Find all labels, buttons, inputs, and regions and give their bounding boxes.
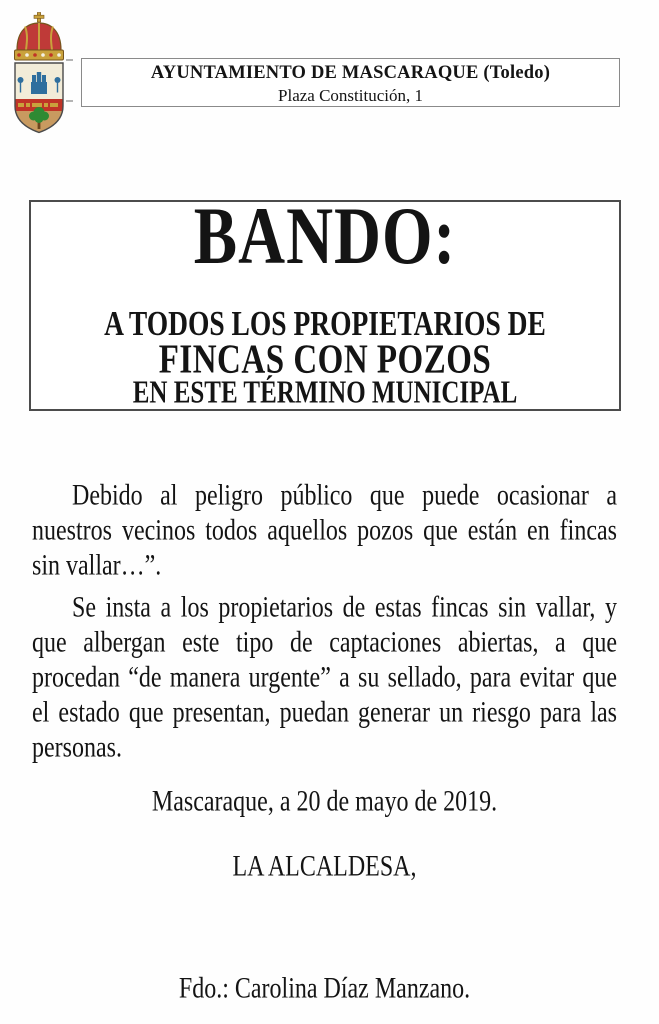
paragraph-line: procedan “de manera urgente” a su sellado, para evitar que	[32, 661, 617, 694]
shield-icon	[15, 63, 63, 133]
signer-title: LA ALCALDESA,	[232, 850, 417, 883]
organization-address: Plaza Constitución, 1	[278, 86, 423, 105]
notice-subtitle-line-1: A TODOS LOS PROPIETARIOS DE	[104, 303, 546, 343]
organization-name: AYUNTAMIENTO DE MASCARAQUE (Toledo)	[150, 63, 551, 83]
scan-artifact	[66, 59, 73, 61]
signature-name: Fdo.: Carolina Díaz Manzano.	[178, 972, 471, 1005]
place-and-date: Mascaraque, a 20 de mayo de 2019.	[151, 785, 498, 818]
paragraph-line: nuestros vecinos todos aquellos pozos que están en fincas	[32, 514, 617, 547]
notice-box	[29, 191, 621, 411]
coat-of-arms-icon	[8, 12, 70, 134]
paragraph-line: que albergan este tipo de captaciones abiertas, a que	[32, 626, 617, 659]
castle-icon	[31, 72, 47, 94]
band-lettering	[18, 103, 58, 107]
notice-subtitle-line-3: EN ESTE TÉRMINO MUNICIPAL	[132, 376, 518, 410]
body-paragraph-1	[32, 478, 617, 583]
notice-title: BANDO:	[193, 191, 457, 282]
paragraph-line: Se insta a los propietarios de estas fincas sin vallar, y	[72, 591, 617, 624]
paragraph-line: el estado que presentan, puedan generar un riesgo para las	[32, 696, 617, 729]
scan-artifact	[66, 100, 73, 102]
paragraph-line: Debido al peligro público que puede ocasionar a	[72, 479, 617, 512]
paragraph-line: sin vallar…”.	[32, 549, 162, 582]
notice-subtitle	[31, 303, 619, 410]
crown-icon	[15, 13, 64, 61]
notice-subtitle-line-2: FINCAS CON POZOS	[158, 337, 492, 383]
body-paragraph-2	[32, 590, 617, 765]
paragraph-line: personas.	[32, 731, 122, 764]
letterhead-box	[81, 58, 620, 107]
